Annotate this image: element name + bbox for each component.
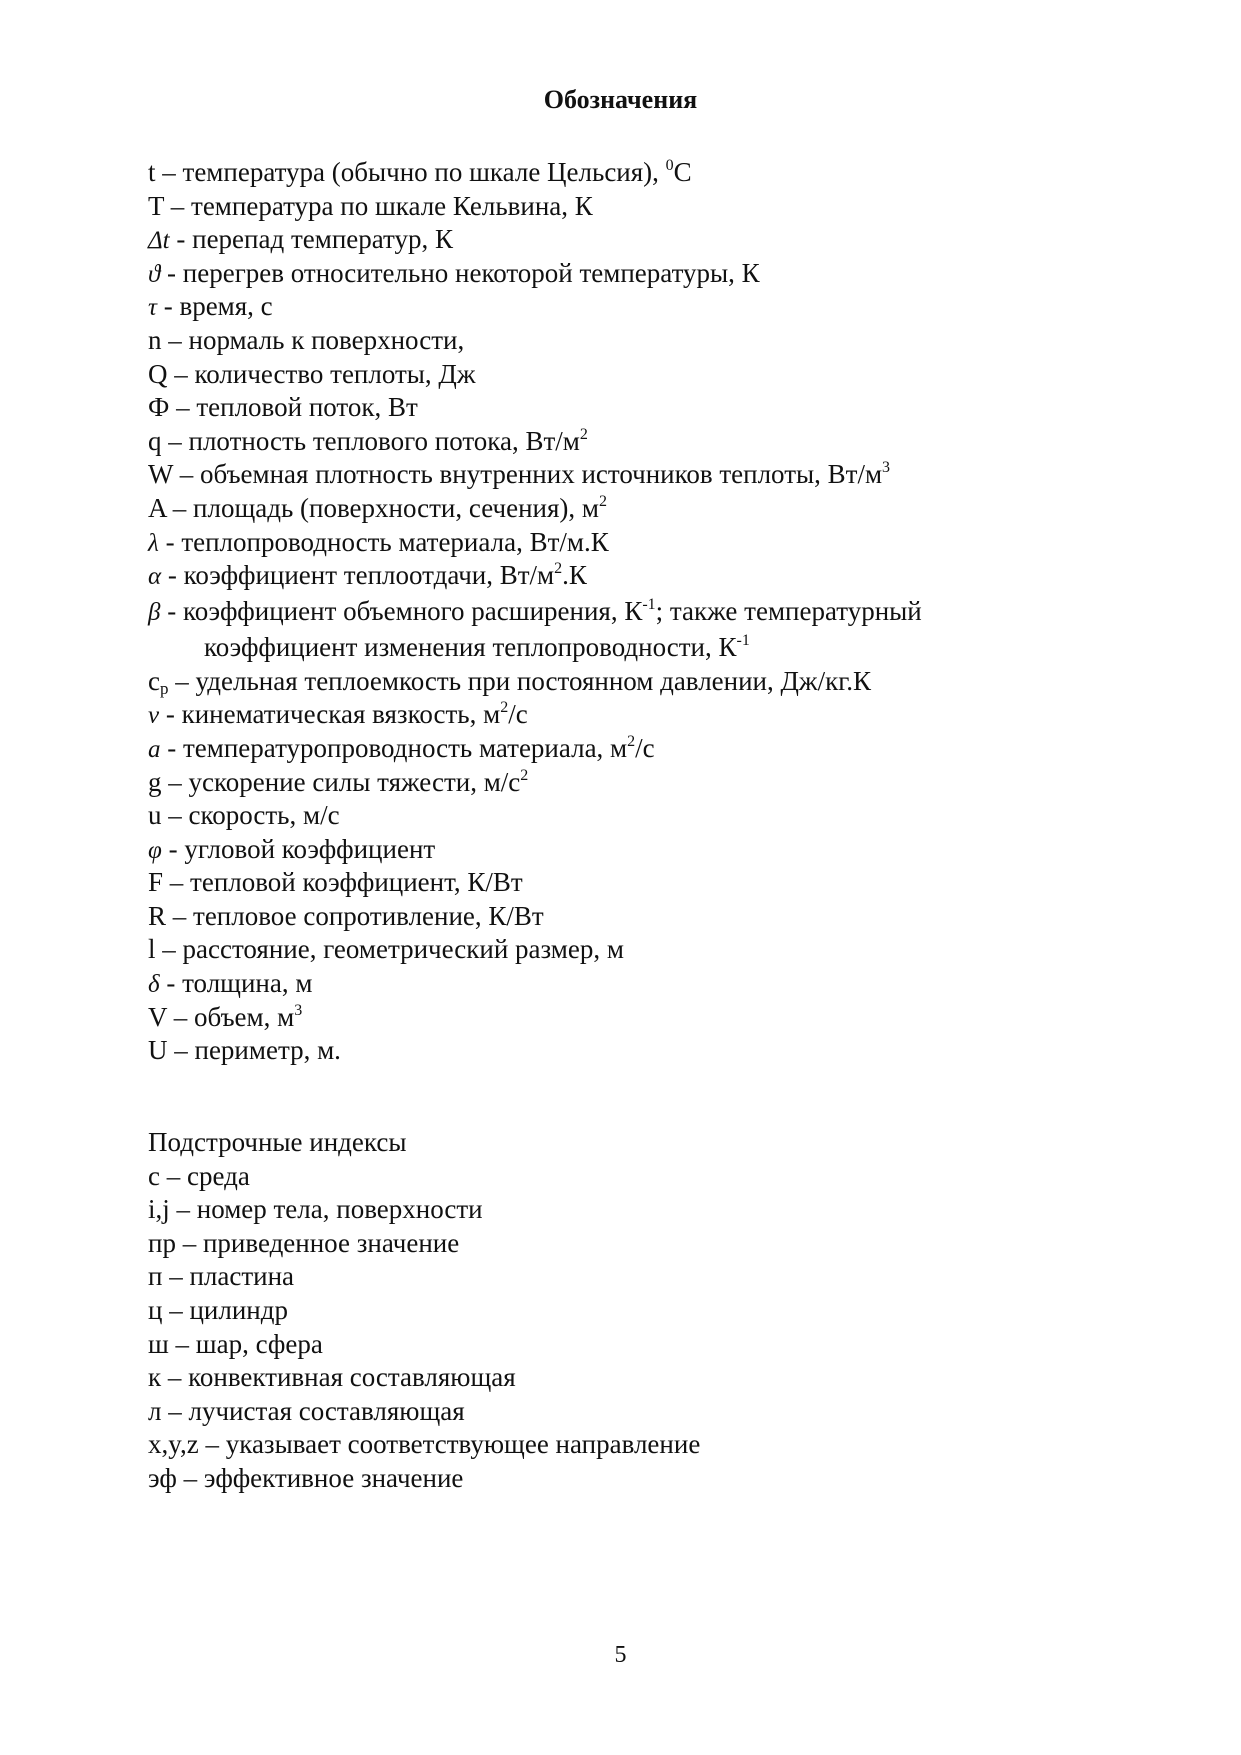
subscripts-list [148,1126,1148,1496]
notation-item-tau [148,290,1148,324]
notation-symbol: a [148,735,161,763]
notation-superscript: 2 [598,492,607,510]
notation-description: – температура по шкале Кельвина, К [164,190,593,221]
notation-symbol: q [148,425,162,456]
notation-item-t [148,156,1148,190]
notation-symbol: Ф [148,392,170,423]
notation-symbol: T [148,190,165,221]
notation-item-dt [148,223,1148,257]
notation-description: – температура (обычно по шкале Цельсия), [155,157,666,187]
subscript-item: с – среда [148,1160,250,1191]
notation-symbol: V [148,1001,168,1032]
notation-symbol: u [148,800,162,831]
notation-description: - теплопроводность материала, Вт/м.К [158,526,609,557]
notation-list [148,156,1148,1068]
notation-symbol: Q [148,358,168,389]
notation-symbol: β [148,598,161,626]
notation-superscript: 2 [554,560,563,578]
notation-description: – расстояние, геометрический размер, м [155,934,624,965]
notation-description: – ускорение силы тяжести, м/с [161,766,521,797]
notation-description: - перегрев относительно некоторой температуры, К [160,257,760,288]
notation-item-R [148,900,1148,934]
subscript-item: x,y,z – указывает соответствующее направление [148,1429,701,1460]
notation-item-phi [148,833,1148,867]
notation-description: – объемная плотность внутренних источников теплоты, Вт/м [173,459,883,490]
notation-description: - кинематическая вязкость, м [159,699,501,730]
notation-item-cp [148,665,1148,699]
subscripts-heading: Подстрочные индексы [148,1127,407,1157]
notation-item-W [148,458,1148,492]
subscript-item: п – пластина [148,1261,295,1292]
notation-symbol: n [148,324,162,355]
notation-item-n [148,324,1148,358]
notation-superscript: 0 [665,157,674,174]
notation-description: - коэффициент объемного расширения, К [160,595,643,626]
page-title: Обозначения [543,85,698,114]
subscript-item: i,j – номер тела, поверхности [148,1194,483,1225]
notation-superscript: 2 [579,425,588,443]
notation-superscript: 3 [882,459,891,477]
notation-item-theta [148,257,1148,291]
subscript-item: ш – шар, сфера [148,1328,323,1359]
notation-description: - перепад температур, К [169,224,453,255]
notation-symbol: λ [148,529,159,557]
notation-item-Q [148,358,1148,392]
notation-symbol: R [148,900,167,931]
notation-symbol: φ [148,836,162,864]
notation-item-lambda [148,526,1148,560]
notation-unit-suffix: .К [562,560,587,591]
notation-description: – плотность теплового потока, Вт/м [161,425,580,456]
notation-symbol: U [148,1035,168,1066]
notation-item-F [148,866,1148,900]
notation-superscript: -1 [736,631,750,649]
page-number: 5 [614,1642,627,1668]
notation-item-q [148,425,1148,459]
notation-symbol: c [148,665,160,696]
notation-item-l [148,933,1148,967]
notation-symbol: ϑ [148,260,161,288]
notation-description: – тепловой коэффициент, К/Вт [163,867,523,898]
notation-item-beta [148,593,1148,629]
notation-superscript: 3 [294,1001,303,1019]
notation-item-nu [148,698,1148,732]
notation-subscript: p [159,678,169,698]
notation-description: - коэффициент теплоотдачи, Вт/м [161,560,555,591]
notation-description: – площадь (поверхности, сечения), м [166,492,599,523]
notation-description: – количество теплоты, Дж [167,358,476,389]
notation-unit-suffix: ; также температурный [655,595,922,626]
notation-symbol: ν [148,702,160,730]
notation-description: – тепловое сопротивление, К/Вт [166,900,544,931]
notation-item-g [148,766,1148,800]
notation-symbol: α [148,563,162,591]
notation-description: – скорость, м/с [161,800,340,831]
notation-symbol: A [148,492,167,523]
notation-unit-suffix: С [673,157,692,187]
notation-item-beta-cont [148,629,1148,665]
notation-symbol: W [148,459,173,490]
subscript-item: эф – эффективное значение [148,1462,464,1493]
notation-description: – объем, м [167,1001,295,1032]
subscript-item: л – лучистая составляющая [148,1395,465,1426]
notation-symbol: δ [148,971,160,999]
notation-symbol: τ [148,294,157,322]
notation-item-T [148,190,1148,224]
notation-description: – периметр, м. [167,1035,341,1066]
notation-superscript: -1 [642,595,656,613]
notation-description: - толщина, м [159,968,313,999]
subscript-item: ц – цилиндр [148,1294,288,1325]
notation-symbol: Δt [148,227,170,255]
notation-description: - время, с [156,291,273,322]
notation-item-alpha [148,559,1148,593]
notation-description: - температуропроводность материала, м [160,732,628,763]
notation-item-u [148,799,1148,833]
notation-item-V [148,1001,1148,1035]
notation-symbol: g [148,766,162,797]
notation-description: коэффициент изменения теплопроводности, К [204,631,737,662]
notation-unit-suffix: /с [635,732,655,763]
notation-item-a [148,732,1148,766]
notation-description: – нормаль к поверхности, [161,324,465,355]
notation-description: – удельная теплоемкость при постоянном давлении, Дж/кг.К [168,665,871,696]
subscript-item: к – конвективная составляющая [148,1362,516,1393]
notation-symbol: F [148,867,164,898]
notation-item-Phi [148,391,1148,425]
notation-item-delta [148,967,1148,1001]
subscript-item: пр – приведенное значение [148,1227,460,1258]
notation-description: – тепловой поток, Вт [169,392,418,423]
notation-item-U [148,1034,1148,1068]
notation-unit-suffix: /с [508,699,528,730]
notation-superscript: 2 [627,732,636,750]
notation-superscript: 2 [520,766,529,784]
notation-superscript: 2 [500,699,509,717]
notation-symbol: t [148,157,156,187]
notation-symbol: l [148,934,156,965]
notation-description: - угловой коэффициент [161,833,436,864]
notation-item-A [148,492,1148,526]
